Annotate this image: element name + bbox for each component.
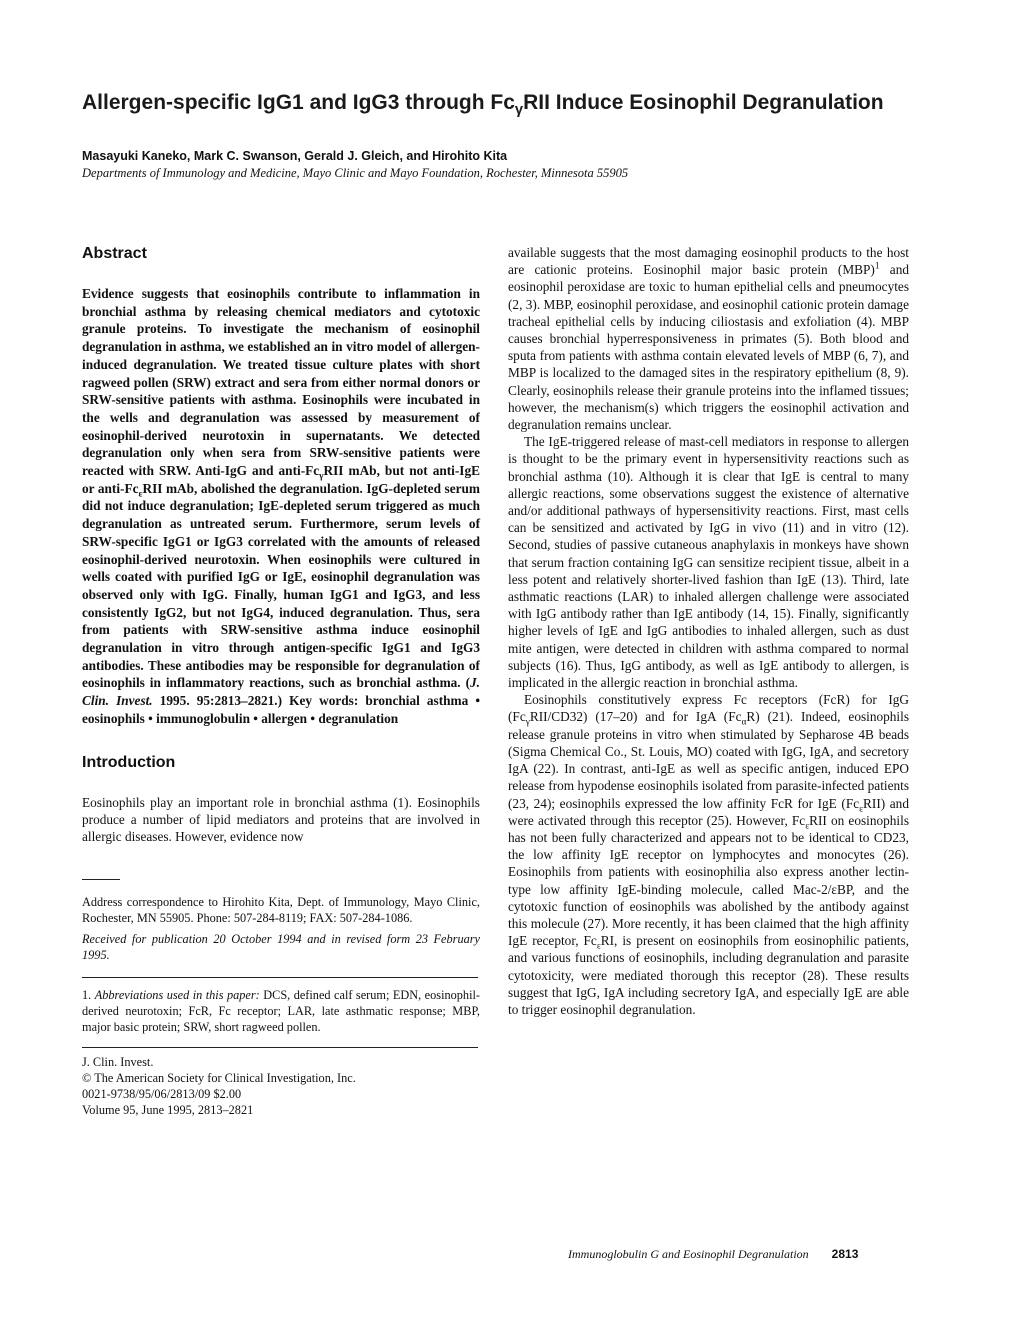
affiliation: Departments of Immunology and Medicine, Mayo Clinic and Mayo Foundation, Rochester, Minnesota 55905: [82, 166, 629, 180]
running-title: Immunoglobulin G and Eosinophil Degranulation: [568, 1247, 809, 1261]
right-paragraph-2: The IgE-triggered release of mast-cell mediators in response to allergen is thought to be the primary event in hypersensitivity reactions such as bronchial asthma (10). Although it is clear that IgE is central to many allergic reactions, some observations suggest the existence of alternative and/or additional pathways of hypersensitivity reactions. First, mast cells can be sensitized and activated by IgG in vivo (11) and in vitro (12). Second, studies of passive cutaneous anaphylaxis in monkeys have shown that serum fraction containing IgG can sensitize recipient tissue, albeit in a less potent and relatively shorter-lived fashion than IgE (13). Third, late asthmatic reactions (LAR) to inhaled allergen challenge were associated with IgG antibody rather than IgE antibody (14, 15). Finally, significantly higher levels of IgE and IgG antibodies to inhaled allergen, such as dust mite antigen, were detected in children with asthma compared to normal subjects (16). Thus, IgG antibody, as well as IgE antibody to allergen, is implicated in the allergic reaction in bronchial asthma.: [508, 434, 909, 691]
abbreviations-note: [82, 987, 480, 1036]
correspondence-note: Address correspondence to Hirohito Kita, Dept. of Immunology, Mayo Clinic, Rochester, MN 55905. Phone: 507-284-8119; FAX: 507-284-1086.: [82, 895, 480, 926]
title-subscript: γ: [514, 102, 524, 119]
right-paragraph-1: [508, 244, 909, 433]
footnote-rule: [82, 977, 478, 978]
right-column: [508, 244, 909, 1018]
volume-line: Volume 95, June 1995, 2813–2821: [82, 1103, 254, 1118]
paragraph-subscript: γ: [525, 718, 530, 729]
received-note: Received for publication 20 October 1994 and in revised form 23 February 1995.: [82, 931, 480, 962]
abstract-citation: J. Clin. Invest.: [82, 675, 480, 709]
abstract-part: RII mAb, but not anti-IgE or anti-Fc: [82, 463, 480, 496]
paragraph-part: RII on eosinophils has not been fully characterized and appears not to be identical to CD23, the low affinity IgE receptor on lymphocytes and monocytes (26). Eosinophils from patients with eosinophilia also express another lectin-type low affinity IgE-binding molecule, called Mac-2/εBP, and the cytotoxic function of eosinophils was abolished by the antibody against this molecule (27). More recently, it has been claimed that the high affinity IgE receptor, Fc: [508, 812, 909, 949]
issn-line: 0021-9738/95/06/2813/09 $2.00: [82, 1087, 242, 1102]
paragraph-part: Eosinophils constitutively express Fc receptors (FcR) for IgG (Fc: [508, 692, 909, 725]
introduction-paragraph: Eosinophils play an important role in bronchial asthma (1). Eosinophils produce a number of lipid mediators and proteins that are involved in allergic diseases. However, evidence now: [82, 794, 480, 844]
article-title: [82, 89, 942, 119]
introduction-heading: Introduction: [82, 753, 176, 771]
paragraph-part: and eosinophil peroxidase are toxic to human epithelial cells and pneumocytes (2, 3). MBP, eosinophil peroxidase, and eosinophil cationic protein damage tracheal epithelial cells by inducing ciliostasis and exfoliation (4). MBP causes bronchial hyperresponsiveness in primates (5). Both blood and sputa from patients with asthma contain elevated levels of MBP (6, 7), and MBP is localized to the damaged sites in the respiratory epithelium (8, 9). Clearly, eosinophils release their granule proteins into the inflamed tissues; however, the mechanism(s) which triggers the eosinophil activation and degranulation remains unclear.: [508, 262, 909, 433]
paragraph-subscript: ε: [805, 821, 810, 832]
copyright-line: © The American Society for Clinical Investigation, Inc.: [82, 1070, 356, 1085]
abbrev-label: Abbreviations used in this paper:: [94, 988, 260, 1002]
abstract-text: [82, 285, 480, 728]
paragraph-part: RII/CD32) (17–20) and for IgA (Fc: [529, 709, 742, 725]
journal-info-rule: [82, 1047, 478, 1048]
abbrev-number: 1.: [82, 988, 95, 1002]
page-footer: [568, 1247, 908, 1262]
authors: Masayuki Kaneko, Mark C. Swanson, Gerald J. Gleich, and Hirohito Kita: [82, 149, 508, 163]
paragraph-part: R) (21). Indeed, eosinophils release granule proteins in vitro when stimulated by Sepharose 4B beads (Sigma Chemical Co., St. Louis, MO) coated with IgG, IgA, and secretory IgA (22). In contrast, anti-IgE as well as specific antigen, induced EPO release from hypodense eosinophils isolated from parasite-infected patients (23, 24); eosinophils expressed the low affinity FcR for IgE (Fc: [508, 709, 909, 811]
right-paragraph-3: [508, 691, 909, 1018]
abstract-part: Evidence suggests that eosinophils contribute to inflammation in bronchial asthma by releasing chemical mediators and cytotoxic granule proteins. To investigate the mechanism of eosinophil degranulation in asthma, we established an in vitro model of allergen-induced degranulation. We treated tissue culture plates with short ragweed pollen (SRW) extract and sera from either normal donors or SRW-sensitive patients with asthma. Eosinophils were incubated in the wells and degranulation was assessed by measurement of eosinophil-derived neurotoxin in supernatants. We detected degranulation only when sera from SRW-sensitive patients were reacted with SRW. Anti-IgG and anti-Fc: [82, 286, 480, 479]
abstract-part: 1995. 95:2813–2821.) Key words: bronchial asthma • eosinophils • immunoglobulin • allergen • degranulation: [82, 693, 480, 726]
footnote-divider: [82, 879, 120, 880]
abstract-part: RII mAb, abolished the degranulation. IgG-depleted serum did not induce degranulation; IgE-depleted serum triggered as much degranulation as untreated serum. Furthermore, serum levels of SRW-specific IgG1 or IgG3 correlated with the amounts of released eosinophil-derived neurotoxin. When eosinophils were cultured in wells coated with purified IgG or IgE, eosinophil degranulation was observed only with IgG. Finally, human IgG1 and IgG3, and less consistently IgG2, but not IgG4, induced degranulation. Thus, sera from patients with SRW-sensitive asthma induce eosinophil degranulation in vitro through antigen-specific IgG1 and IgG3 antibodies. These antibodies may be responsible for degranulation of eosinophils in inflammatory reactions, such as bronchial asthma. (: [82, 480, 480, 691]
title-text-end: RII Induce Eosinophil Degranulation: [523, 91, 884, 114]
paragraph-part: RI, is present on eosinophils from eosinophilic patients, and various functions of eosinophils, including degranulation and parasite cytotoxicity, were mediated thorough this receptor (28). These results suggest that IgG, IgA including secretory IgA, and especially IgE are able to trigger eosinophil degranulation.: [508, 933, 909, 1017]
paragraph-part: available suggests that the most damaging eosinophil products to the host are cationic proteins. Eosinophil major basic protein (MBP): [508, 245, 909, 278]
paragraph-subscript: ε: [596, 941, 601, 952]
paragraph-part: RII) and were activated through this receptor (25). However, Fc: [508, 795, 909, 828]
journal-info: [82, 1054, 480, 1119]
left-column: [82, 244, 480, 1118]
abstract-subscript: ε: [138, 489, 143, 500]
footnote-marker: 1: [874, 261, 880, 272]
title-text: Allergen-specific IgG1 and IgG3 through Fc: [82, 91, 515, 114]
paragraph-subscript: α: [741, 718, 747, 729]
abbrev-text: DCS, defined calf serum; EDN, eosinophil-derived neurotoxin; FcR, Fc receptor; LAR, late asthmatic response; MBP, major basic protein; SRW, short ragweed pollen.: [82, 988, 481, 1035]
paragraph-subscript: ε: [859, 804, 864, 815]
abstract-subscript: γ: [319, 471, 324, 482]
page-number: 2813: [831, 1247, 859, 1261]
journal-name: J. Clin. Invest.: [82, 1054, 154, 1069]
abstract-heading: Abstract: [82, 245, 147, 262]
